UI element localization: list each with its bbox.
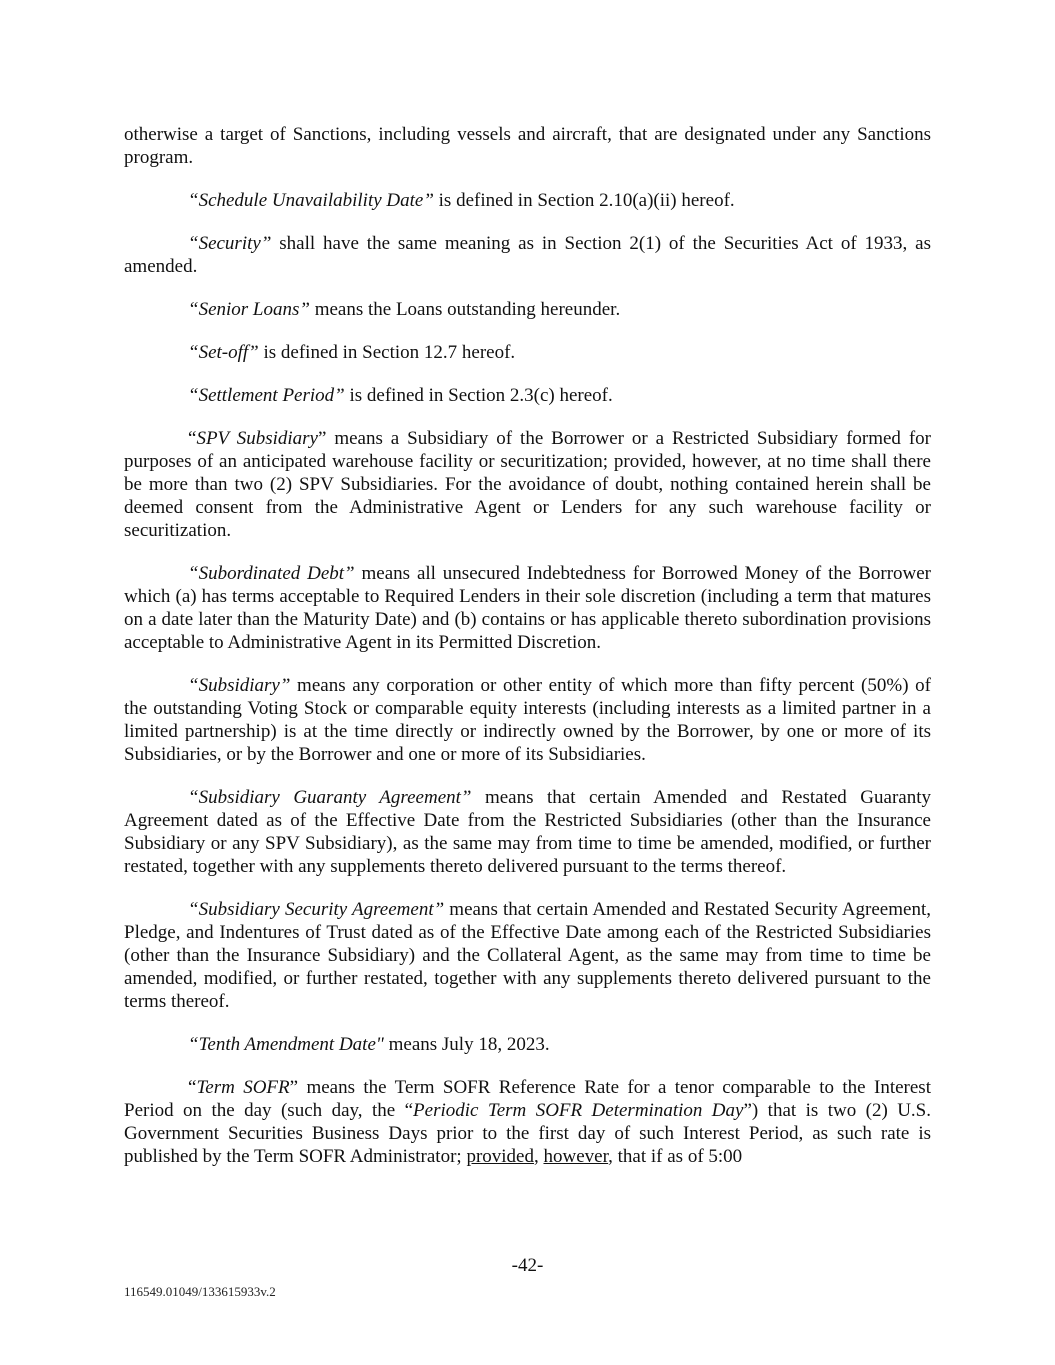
definition-text: is defined in Section 2.3(c) hereof. xyxy=(344,385,613,406)
definition-subsidiary xyxy=(124,674,931,766)
separator-text: , xyxy=(533,1146,544,1167)
definition-text: is defined in Section 12.7 hereof. xyxy=(258,342,516,363)
defined-term: “Senior Loans” xyxy=(188,299,310,320)
definition-set-off xyxy=(124,341,931,364)
definition-security xyxy=(124,232,931,278)
definition-tenth-amendment-date xyxy=(124,1033,931,1056)
defined-term-periodic: Periodic Term SOFR Determination Day xyxy=(413,1100,744,1121)
definition-term-sofr xyxy=(124,1076,931,1168)
open-quote: “ xyxy=(188,1077,197,1098)
defined-term: “Subsidiary” xyxy=(188,675,291,696)
definition-text: means that certain Amended and Restated Guaranty Agreement dated as of the Effective Date from the Restricted Subsidiaries (other than the Insurance Subsidiary or any SPV Subsidiary), as the same may from time to time be amended, modified, or further restated, together with any supplements thereto delivered pursuant to the terms thereof. xyxy=(124,787,931,877)
definition-spv-subsidiary xyxy=(124,427,931,542)
open-quote: “ xyxy=(188,428,197,449)
paragraph-sanctions-continuation xyxy=(124,123,931,169)
defined-term: “Set-off” xyxy=(188,342,259,363)
definition-subordinated-debt xyxy=(124,562,931,654)
definition-senior-loans xyxy=(124,298,931,321)
definition-settlement-period xyxy=(124,384,931,407)
defined-term: SPV Subsidiary xyxy=(196,428,318,449)
paragraph-text: otherwise a target of Sanctions, including vessels and aircraft, that are designated under any Sanctions program. xyxy=(124,124,931,168)
page-number: -42- xyxy=(511,1255,544,1276)
defined-term: “Tenth Amendment Date" xyxy=(188,1034,384,1055)
document-body xyxy=(124,123,931,1188)
defined-term: “Subordinated Debt” xyxy=(188,563,355,584)
defined-term: “Subsidiary Security Agreement” xyxy=(188,899,445,920)
definition-subsidiary-guaranty-agreement xyxy=(124,786,931,878)
definition-text: ” means the Term SOFR Reference Rate for a tenor comparable to the Interest Period on the day (such day, the “ xyxy=(124,1077,931,1121)
definition-text: means that certain Amended and Restated Security Agreement, Pledge, and Indentures of Trust dated as of the Effective Date among each of the Restricted Subsidiaries (other than the Insurance Subsidiary) and the Collateral Agent, as the same may from time to time be amended, modified, or further restated, together with any supplements thereto delivered pursuant to the terms thereof. xyxy=(124,899,931,1012)
defined-term: Term SOFR xyxy=(196,1077,290,1098)
defined-term: “Settlement Period” xyxy=(188,385,345,406)
definition-text: shall have the same meaning as in Section 2(1) of the Securities Act of 1933, as amended. xyxy=(124,233,931,277)
definition-text: means July 18, 2023. xyxy=(383,1034,550,1055)
document-id: 116549.01049/133615933v.2 xyxy=(124,1284,276,1299)
definition-subsidiary-security-agreement xyxy=(124,898,931,1013)
defined-term: “Schedule Unavailability Date” xyxy=(188,190,434,211)
definition-text: is defined in Section 2.10(a)(ii) hereof. xyxy=(433,190,735,211)
definition-text: means the Loans outstanding hereunder. xyxy=(309,299,621,320)
definition-schedule-unavailability-date xyxy=(124,189,931,212)
definition-text: ” means a Subsidiary of the Borrower or a Restricted Subsidiary formed for purposes of an anticipated warehouse facility or securitization; provided, however, at no time shall there be more than two (2) SPV Subsidiaries. For the avoidance of doubt, nothing contained herein shall be deemed consent from the Administrative Agent or Lenders for any such warehouse facility or securitization. xyxy=(124,428,931,541)
definition-text: ”) that is two (2) U.S. Government Securities Business Days prior to the first day of such Interest Period, as such rate is published by the Term SOFR Administrator; xyxy=(124,1100,931,1167)
definition-text: means any corporation or other entity of which more than fifty percent (50%) of the outstanding Voting Stock or comparable equity interests (including interests as a limited partner in a limited partnership) is at the time directly or indirectly owned by the Borrower, by one or more of its Subsidiaries, or by the Borrower and one or more of its Subsidiaries. xyxy=(124,675,931,765)
underlined-provided: provided xyxy=(466,1146,534,1167)
definition-text: , that if as of 5:00 xyxy=(608,1146,743,1167)
underlined-however: however xyxy=(543,1146,609,1167)
definition-text: means all unsecured Indebtedness for Borrowed Money of the Borrower which (a) has terms acceptable to Required Lenders in their sole discretion (including a term that matures on a date later than the Maturity Date) and (b) contains or has applicable thereto subordination provisions acceptable to Administrative Agent in its Permitted Discretion. xyxy=(124,563,932,653)
defined-term: “Security” xyxy=(188,233,272,254)
defined-term: “Subsidiary Guaranty Agreement” xyxy=(188,787,472,808)
